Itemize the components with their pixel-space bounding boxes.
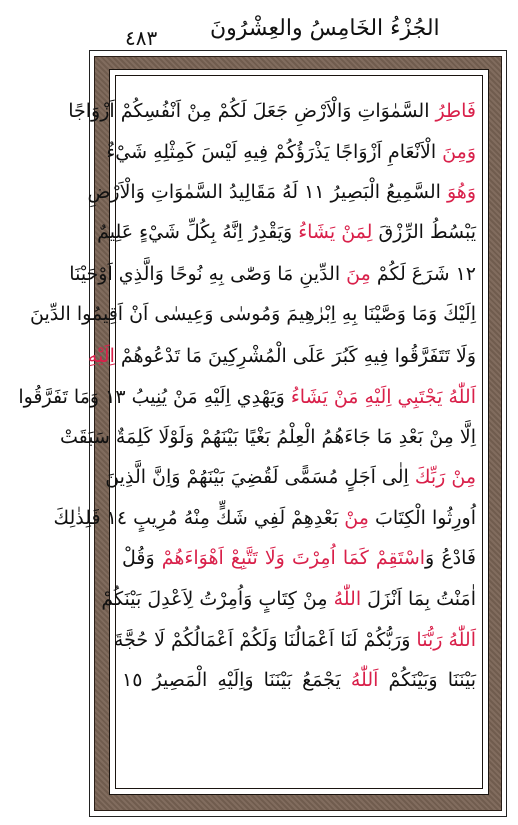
text-line-8: اَللّٰهُ يَجْتَبِي اِلَيْهِ مَنْ يَشَاءُ وَيَهْدِي اِلَيْهِ مَنْ يُنِيبُ ١٣ وَمَا تَفَرَّقُوا [18, 386, 476, 408]
text-line-6: اِلَيْكَ وَمَا وَصَّيْنَا بِهِ اِبْرٰهِيمَ وَمُوسٰى وَعِيسٰى اَنْ اَقِيمُوا الدِّينَ [30, 303, 476, 325]
text-line-10: مِنْ رَبِّكَ اِلٰى اَجَلٍ مُسَمًّى لَقُضِيَ بَيْنَهُمْ وَاِنَّ الَّذِينَ [105, 466, 476, 488]
text-line-14: اَللّٰهُ رَبُّنَا وَرَبُّكُمْ لَنَا اَعْمَالُنَا وَلَكُمْ اَعْمَالُكُمْ لَا حُجَّةَ [113, 629, 476, 651]
page-header [0, 0, 518, 50]
text-line-3: وَهُوَ السَّمِيعُ الْبَصِيرُ ١١ لَهُ مَقَالِيدُ السَّمٰوَاتِ وَالْاَرْضِ [87, 181, 476, 203]
text-line-15: بَيْنَنَا وَبَيْنَكُمْ اَللّٰهُ يَجْمَعُ بَيْنَنَا وَاِلَيْهِ الْمَصِيرُ ١٥ [122, 669, 476, 691]
text-line-11: اُورِثُوا الْكِتَابَ مِنْ بَعْدِهِمْ لَفِي شَكٍّ مِنْهُ مُرِيبٍ ١٤ فَلِذٰلِكَ [53, 507, 476, 529]
text-line-2: وَمِنَ الْاَنْعَامِ اَزْوَاجًا يَذْرَؤُكُمْ فِيهِ لَيْسَ كَمِثْلِهِ شَيْءٌ [106, 141, 476, 163]
text-line-7: وَلَا تَتَفَرَّقُوا فِيهِ كَبُرَ عَلَى الْمُشْرِكِينَ مَا تَدْعُوهُمْ اِلَيْهِ [87, 345, 476, 367]
text-line-1: فَاطِرُ السَّمٰوَاتِ وَالْاَرْضِ جَعَلَ لَكُمْ مِنْ اَنْفُسِكُمْ اَزْوَاجًا [68, 100, 476, 122]
text-line-12: فَادْعُ وَاسْتَقِمْ كَمَا اُمِرْتَ وَلَا تَتَّبِعْ اَهْوَاءَهُمْ وَقُلْ [122, 547, 477, 569]
juz-title: الجُزْءُ الخَامِسُ والعِشْرُونَ [210, 16, 440, 41]
text-line-9: اِلَّا مِنْ بَعْدِ مَا جَاءَهُمُ الْعِلْمُ بَغْيًا بَيْنَهُمْ وَلَوْلَا كَلِمَةٌ سَبَقَتْ [59, 426, 476, 448]
text-line-5: ١٢ شَرَعَ لَكُمْ مِنَ الدِّينِ مَا وَصّٰى بِهِ نُوحًا وَالَّذِي اَوْحَيْنَا [69, 263, 476, 285]
page-number: ٤٨٣ [125, 26, 158, 50]
text-line-13: اٰمَنْتُ بِمَا اَنْزَلَ اللّٰهُ مِنْ كِتَابٍ وَاُمِرْتُ لِاَعْدِلَ بَيْنَكُمْ [101, 588, 476, 610]
text-line-4: يَبْسُطُ الرِّزْقَ لِمَنْ يَشَاءُ وَيَقْدِرُ اِنَّهُ بِكُلِّ شَيْءٍ عَلِيمٌ [97, 221, 476, 243]
